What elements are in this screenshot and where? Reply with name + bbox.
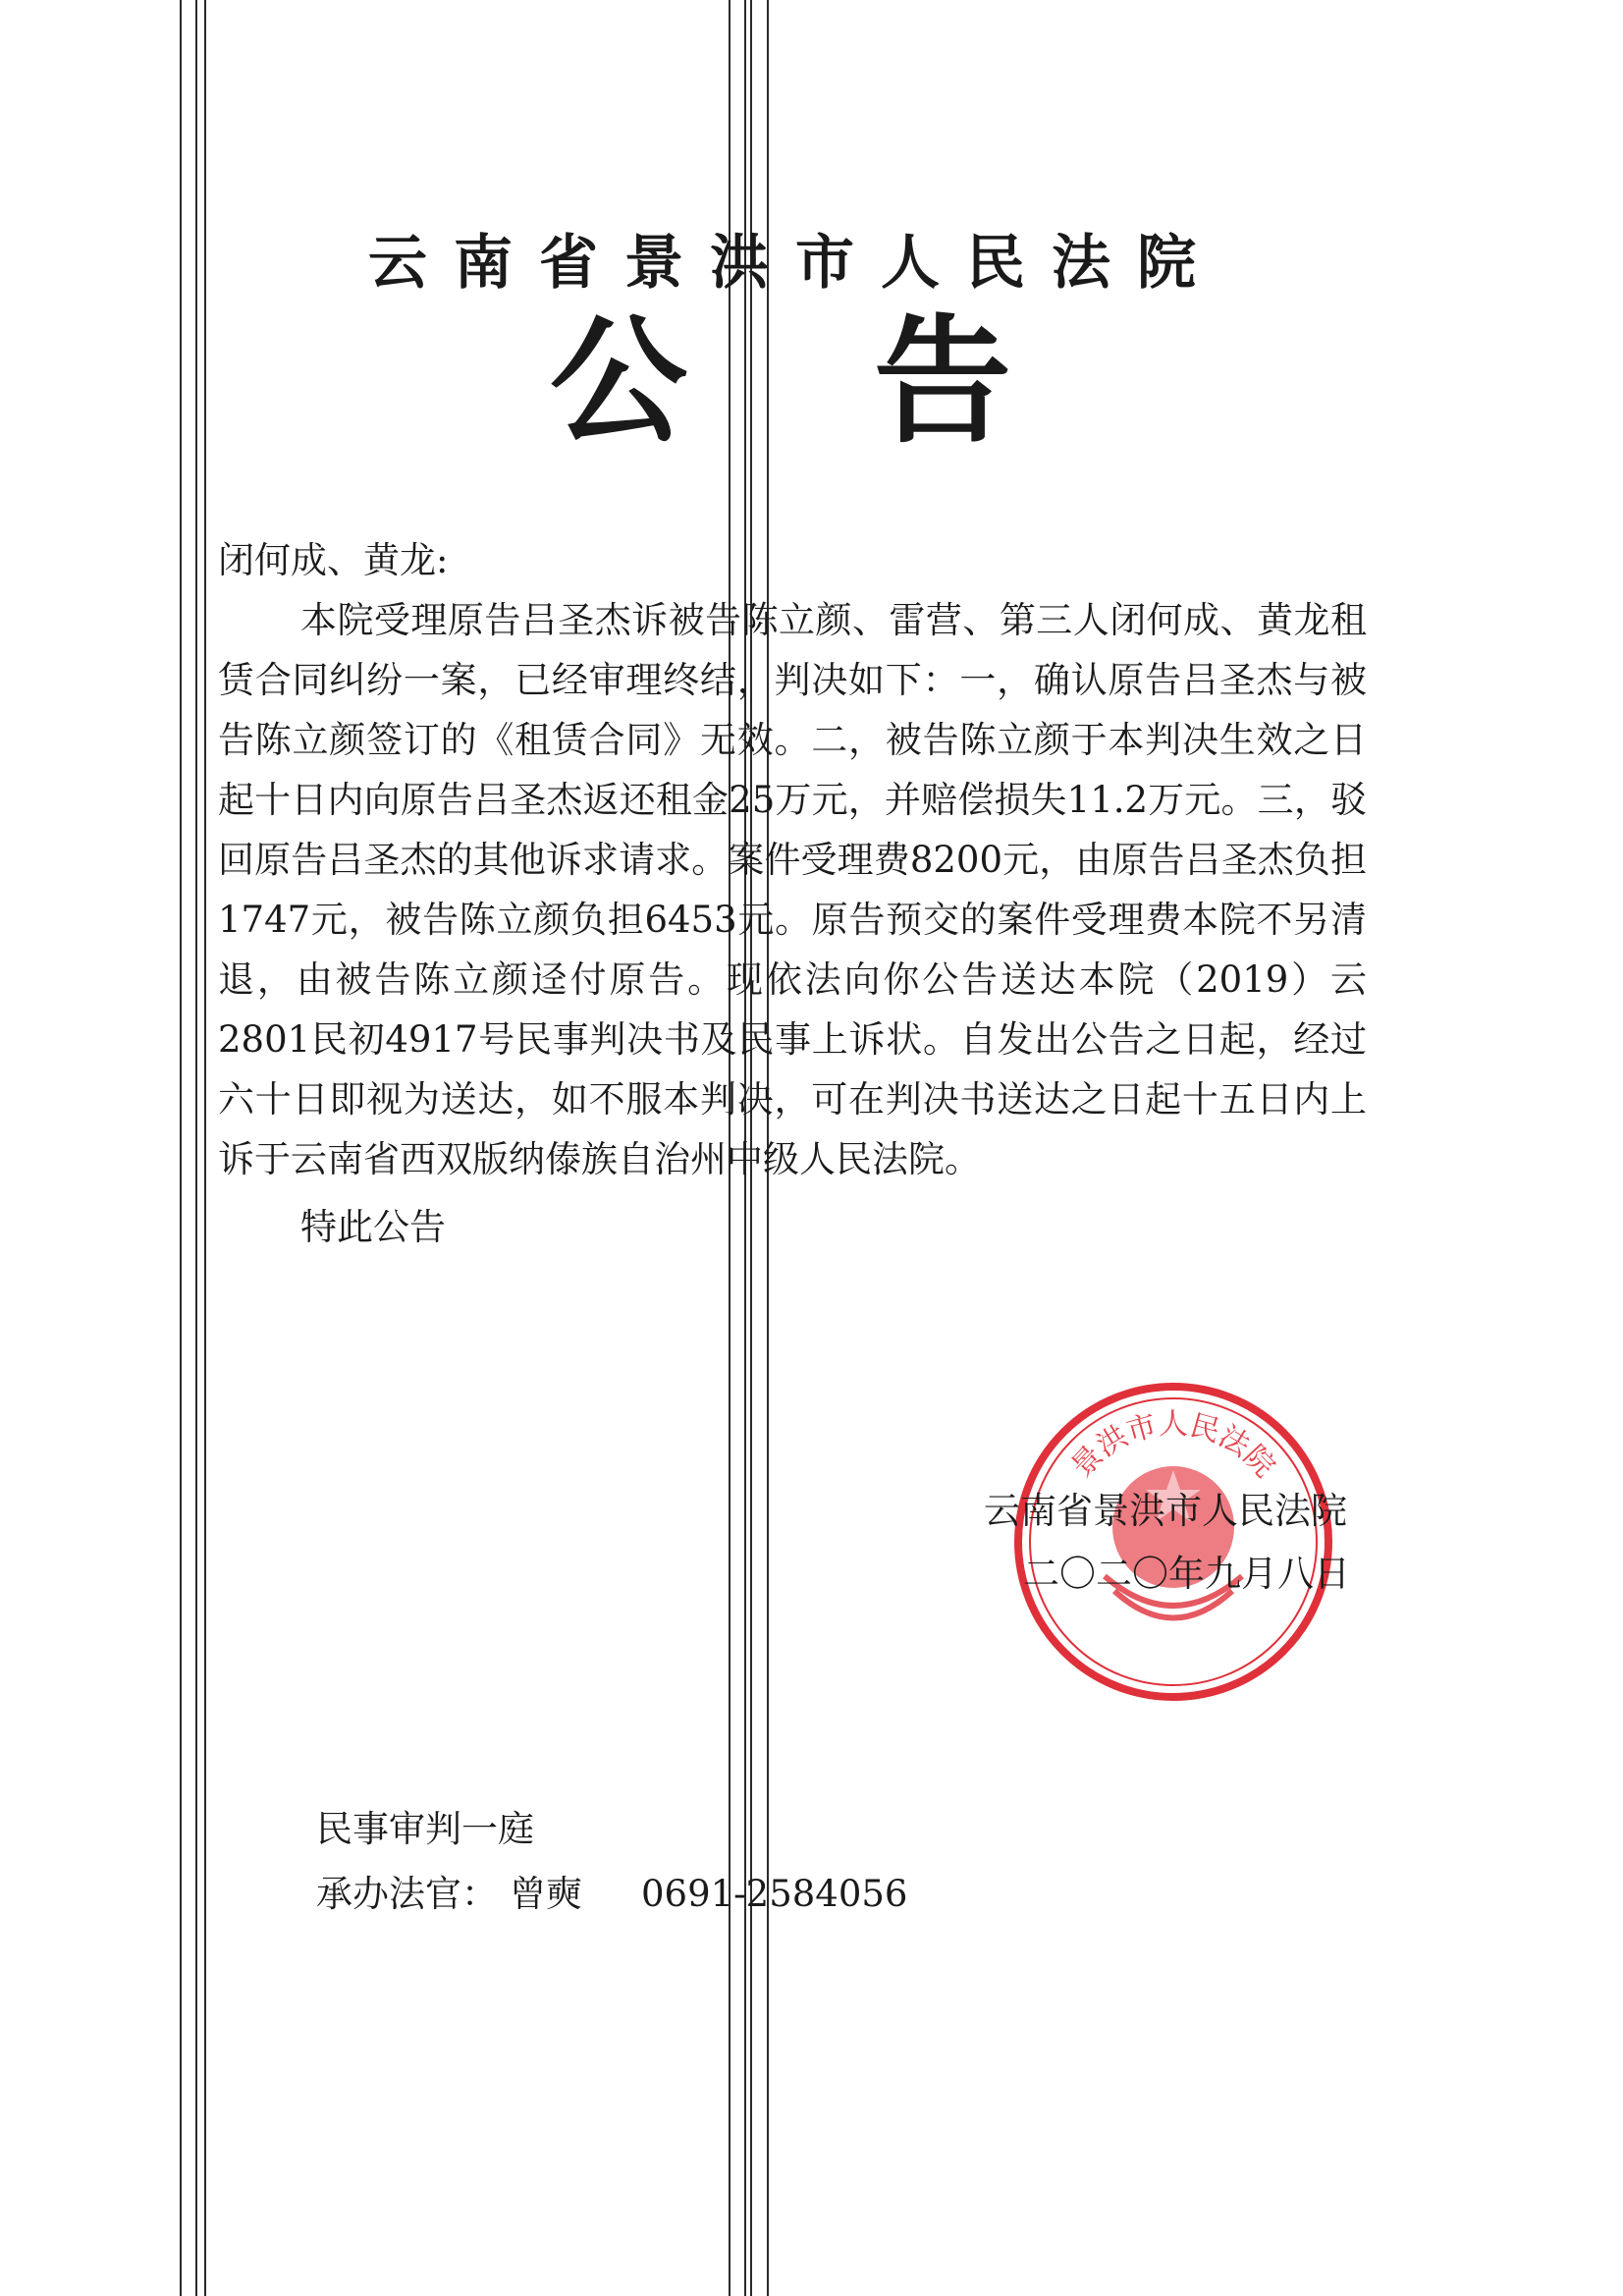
addressee: 闭何成、黄龙: [218,539,449,581]
court-seal-icon [1011,1380,1335,1704]
phone-number: 0691-2584056 [641,1873,908,1915]
signature-court: 云南省景洪市人民法院 [984,1490,1347,1532]
judge-line [316,1864,907,1917]
judge-name: 曾奭 [510,1873,582,1915]
notice-title-char-2: 告 [874,302,1012,463]
scan-line [204,0,206,2296]
scan-line [195,0,197,2296]
scan-line [180,0,182,2296]
notice-body [218,530,1367,1257]
seal-text: 景洪市人民法院 [1064,1407,1282,1485]
notice-paragraph: 本院受理原告吕圣杰诉被告陈立颜、雷营、第三人闭何成、黄龙租赁合同纠纷一案，已经审理终结，判决如下：一，确认原告吕圣杰与被告陈立颜签订的《租赁合同》无效。二，被告陈立颜于本判决生效之日起十日内向原告吕圣杰返还租金25万元，并赔偿损失11.2万元。三，驳回原告吕圣杰的其他诉求请求。案件受理费8200元，由原告吕圣杰负担1747元，被告陈立颜负担6453元。原告预交的案件受理费本院不另清退，由被告陈立颜迳付原告。现依法向你公告送达本院（2019）云2801民初4917号民事判决书及民事上诉状。自发出公告之日起，经过六十日即视为送达，如不服本判决，可在判决书送达之日起十五日内上诉于云南省西双版纳傣族自治州中级人民法院。 [218,599,1367,1180]
judge-label: 承办法官： [316,1873,498,1915]
notice-title-char-1: 公 [550,302,688,463]
signature-date: 二〇二〇年九月八日 [1023,1553,1350,1595]
court-name-heading: 云南省景洪市人民法院 [368,229,1222,298]
closing-line: 特此公告 [300,1206,446,1248]
division-name: 民事审判一庭 [316,1808,534,1850]
